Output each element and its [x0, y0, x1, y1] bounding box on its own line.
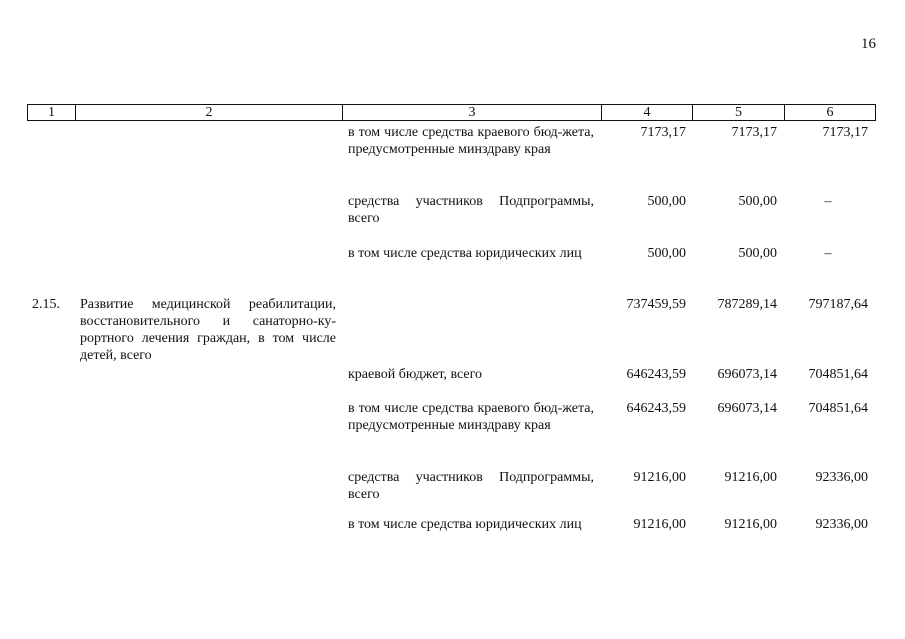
value-col-4: 500,00 — [647, 246, 686, 261]
value-col-6: 797187,64 — [808, 297, 868, 312]
header-col-4: 4 — [601, 105, 692, 120]
header-col-2: 2 — [75, 105, 342, 120]
header-col-6: 6 — [784, 105, 875, 120]
value-col-5: 696073,14 — [717, 367, 777, 382]
value-col-5: 91216,00 — [724, 470, 777, 485]
row-number: 2.15. — [32, 297, 60, 312]
funding-source: в том числе средства юридических лиц — [348, 246, 582, 261]
header-col-1: 1 — [48, 105, 55, 120]
funding-source: средства участников Подпрограммы, всего — [348, 470, 594, 502]
header-col-5: 5 — [692, 105, 784, 120]
value-col-4: 646243,59 — [626, 367, 686, 382]
value-col-4: 91216,00 — [633, 517, 686, 532]
value-col-6: 92336,00 — [815, 517, 868, 532]
value-col-5: 787289,14 — [717, 297, 777, 312]
funding-source: в том числе средства краевого бюд-жета, предусмотренные минздраву края — [348, 401, 594, 433]
funding-source: в том числе средства краевого бюд-жета, предусмотренные минздраву края — [348, 125, 594, 157]
value-col-6: – — [824, 246, 832, 261]
funding-source: средства участников Подпрограммы, всего — [348, 194, 594, 226]
value-col-6: 704851,64 — [808, 367, 868, 382]
value-col-5: 91216,00 — [724, 517, 777, 532]
page-number: 16 — [861, 36, 876, 52]
value-col-5: 696073,14 — [717, 401, 777, 416]
value-col-4: 737459,59 — [626, 297, 686, 312]
value-col-4: 500,00 — [647, 194, 686, 209]
funding-source: в том числе средства юридических лиц — [348, 517, 582, 532]
funding-source: краевой бюджет, всего — [348, 367, 483, 382]
value-col-4: 646243,59 — [626, 401, 686, 416]
value-col-4: 91216,00 — [633, 470, 686, 485]
value-col-5: 500,00 — [738, 246, 777, 261]
item-name: Развитие медицинской реабилитации, восстановительного и санаторно-ку-рортного лечения граждан, в том числе детей, всего — [80, 297, 336, 363]
value-col-4: 7173,17 — [640, 125, 686, 140]
value-col-6: 7173,17 — [822, 125, 868, 140]
header-col-3: 3 — [342, 105, 601, 120]
value-col-6: 704851,64 — [808, 401, 868, 416]
table-header-row — [27, 104, 876, 121]
value-col-6: 92336,00 — [815, 470, 868, 485]
value-col-5: 7173,17 — [731, 125, 777, 140]
value-col-5: 500,00 — [738, 194, 777, 209]
value-col-6: – — [824, 194, 832, 209]
